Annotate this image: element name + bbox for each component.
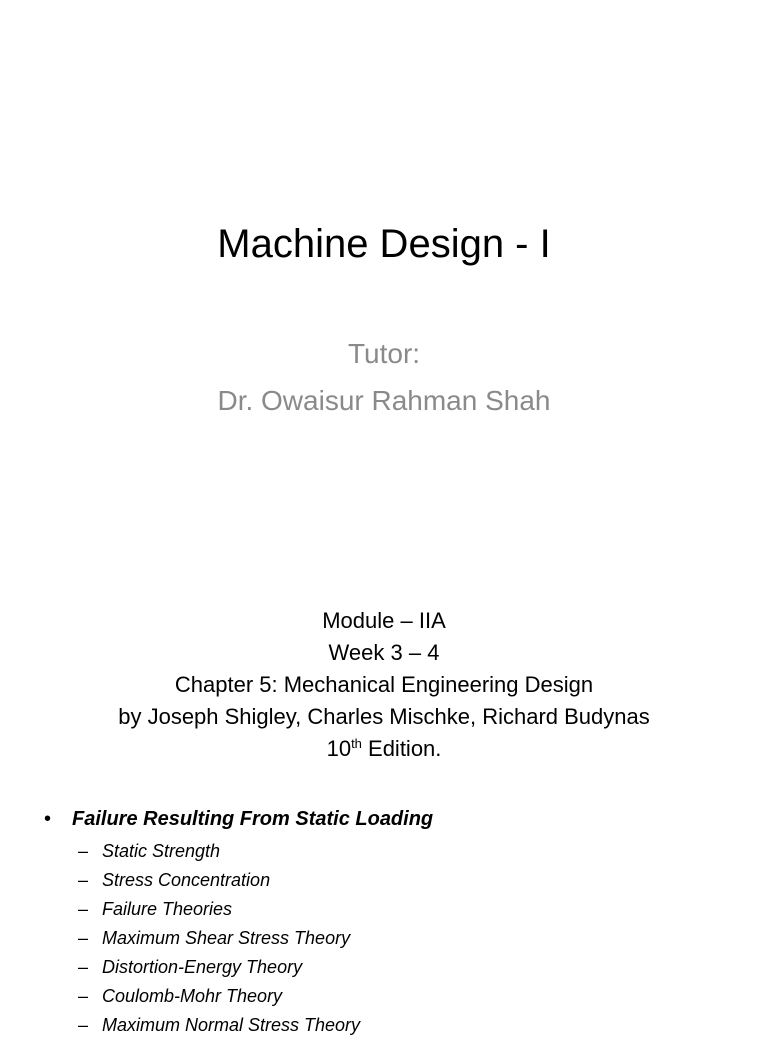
edition-line <box>0 733 768 765</box>
dash-icon: – <box>78 986 89 1006</box>
list-item <box>78 924 360 953</box>
dash-icon: – <box>78 870 89 890</box>
outline-heading-text: Failure Resulting From Static Loading <box>72 808 434 830</box>
list-item <box>78 1011 360 1040</box>
list-item <box>78 895 360 924</box>
edition-suffix: th <box>351 736 362 751</box>
dash-icon: – <box>78 957 89 977</box>
list-item-text: Maximum Normal Stress Theory <box>102 1015 361 1035</box>
bullet-icon: • <box>44 808 52 830</box>
list-item-text: Failure Theories <box>102 899 233 919</box>
outline-heading <box>44 805 433 833</box>
edition-word: Edition. <box>361 736 442 761</box>
dash-icon: – <box>78 1015 89 1035</box>
tutor-name: Dr. Owaisur Rahman Shah <box>217 385 551 416</box>
list-item-text: Static Strength <box>102 841 221 861</box>
list-item-text: Coulomb-Mohr Theory <box>102 986 283 1006</box>
dash-icon: – <box>78 841 89 861</box>
list-item <box>78 837 360 866</box>
chapter-line: Chapter 5: Mechanical Engineering Design <box>174 672 594 697</box>
edition-number: 10 <box>326 736 352 761</box>
tutor-label: Tutor: <box>347 338 421 369</box>
list-item <box>78 866 360 895</box>
module-line: Module – IIA <box>322 608 446 633</box>
week-line: Week 3 – 4 <box>328 640 440 665</box>
list-item <box>78 953 360 982</box>
module-info <box>0 605 768 765</box>
dash-icon: – <box>78 899 89 919</box>
dash-icon: – <box>78 928 89 948</box>
list-item-text: Maximum Shear Stress Theory <box>102 928 351 948</box>
list-item-text: Distortion-Energy Theory <box>102 957 303 977</box>
authors-line: by Joseph Shigley, Charles Mischke, Richard Budynas <box>118 704 650 729</box>
list-item <box>78 982 360 1011</box>
list-item-text: Stress Concentration <box>102 870 271 890</box>
slide-title: Machine Design - I <box>217 222 551 266</box>
outline-list <box>78 837 360 1040</box>
